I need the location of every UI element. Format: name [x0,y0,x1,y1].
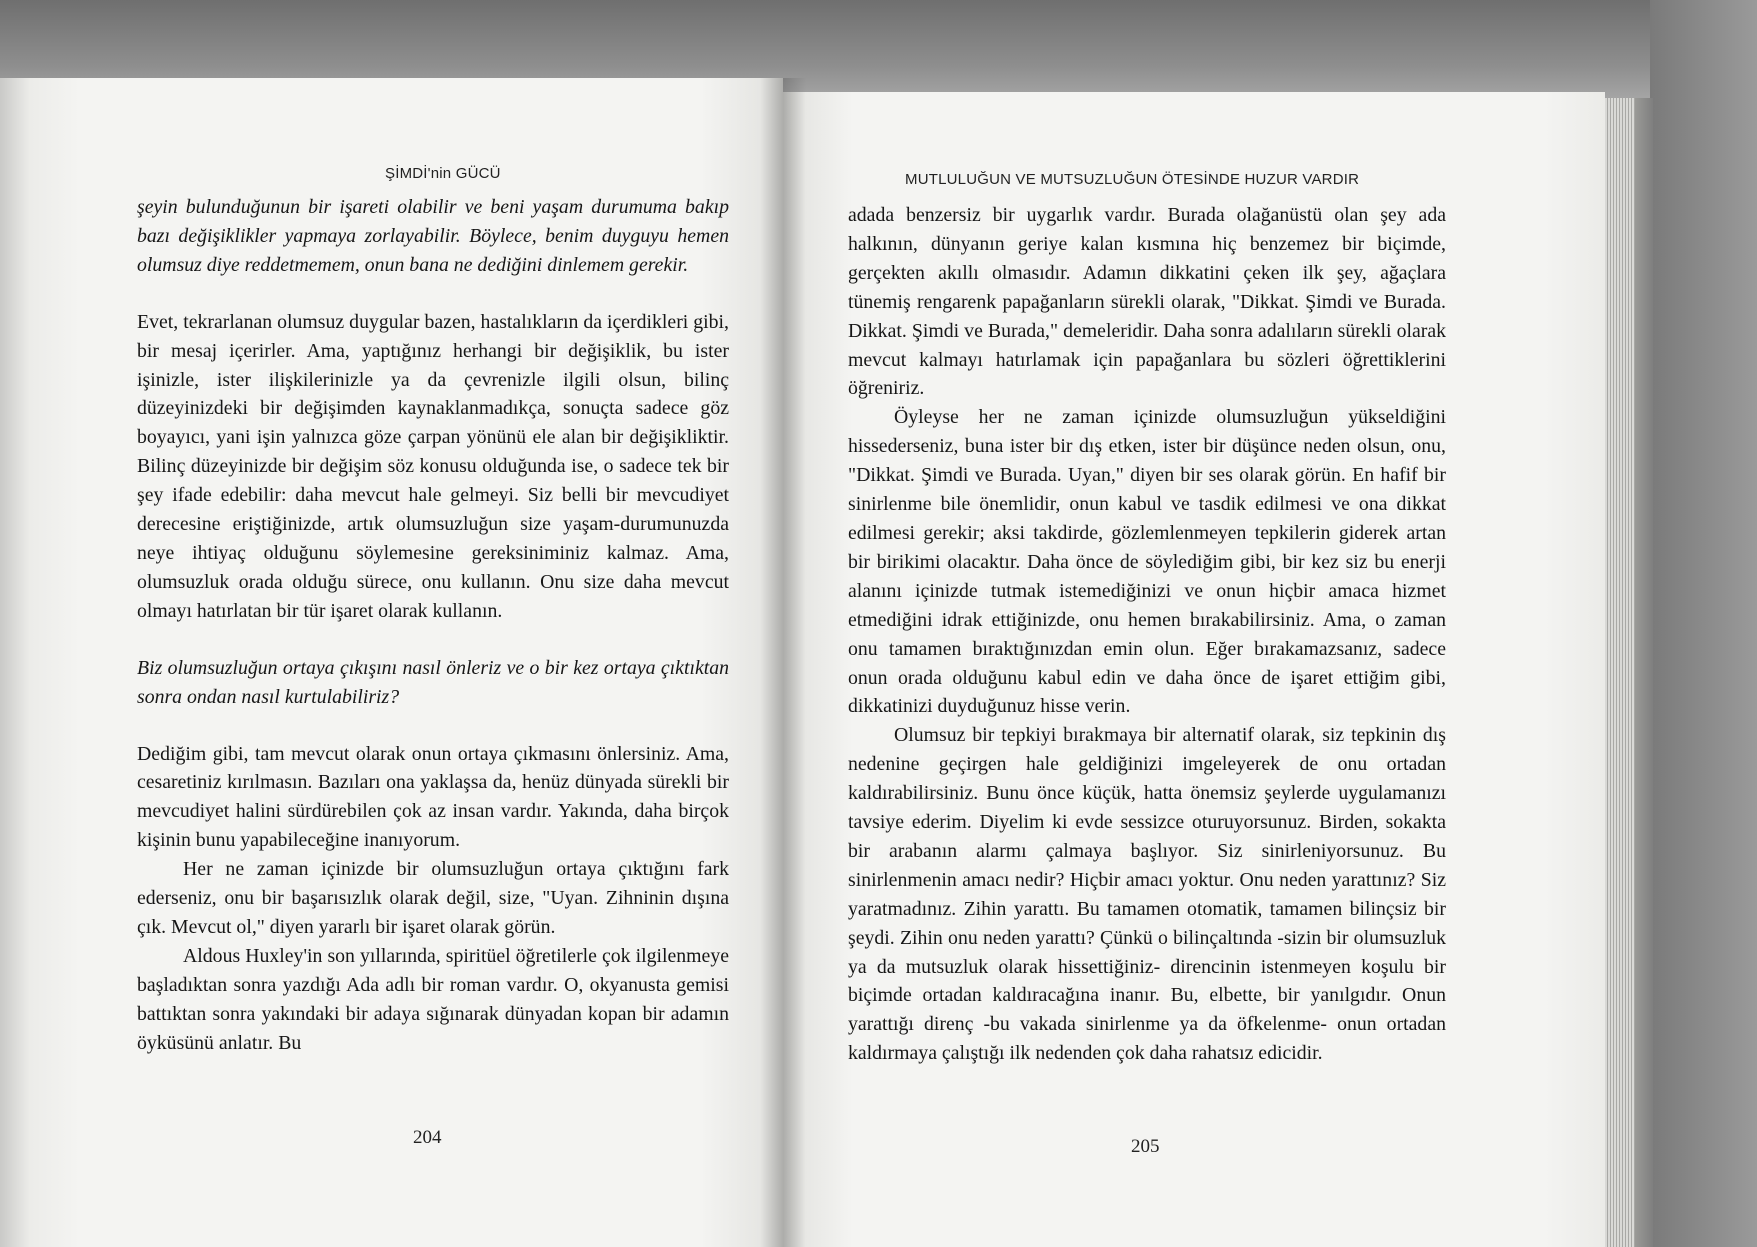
left-paragraph-2: Evet, tekrarlanan olumsuz duygular bazen, hastalıkların da içerdikleri gibi, bir mesaj içerirler. Ama, yaptığınız herhangi bir değişiklik, bu ister işinizle, ister ilişkilerinizle ya da çevrenizle ilgili olsun, bilinç düzeyinizdeki bir değişimden kaynaklanmadıkça, sonuçta sadece göz boyayıcı, yani işin yalnızca göze çarpan yönünü ele alan bir değişikliktir. Bilinç düzeyinizde bir değişim söz konusu olduğunda ise, o sadece tek bir şey ifade edebilir: daha mevcut hale gelmeyi. Siz belli bir mevcudiyet derecesine eriştiğinizde, artık olumsuzluğun size yaşam-durumunuzda neye ihtiyaç olduğunu söylemesine gereksiniminiz kalmaz. Ama, olumsuzluk orada olduğu sürece, onu kullanın. Onu size daha mevcut olmayı hatırlatan bir tür işaret olarak kullanın. [137,310,729,622]
book-gutter [760,78,806,1247]
left-page-text [137,193,729,1057]
page-edges-shadow [1635,98,1653,1247]
left-paragraph-5: Her ne zaman içinizde bir olumsuzluğun ortaya çıktığını fark ederseniz, onu bir başarısızlık olarak değil, size, "Uyan. Zihninin dışına çık. Mevcut ol," diyen yararlı bir işaret olarak görün. [137,858,729,938]
left-page-number: 204 [413,1127,442,1148]
right-paragraph-2: Öyleyse her ne zaman içinizde olumsuzluğun yükseldiğini hissederseniz, buna ister bir dış etken, ister bir düşünce neden olsun, onu, "Dikkat. Şimdi ve Burada. Uyan," diyen bir ses olarak görün. En hafif bir sinirlenme bile önemlidir, onun kabul ve tasdik edilmesi ve ona dikkat edilmesi gerekir; aksi takdirde, gözlemlenmeyen tepkilerin giderek artan bir birikimi olacaktır. Daha önce de söylediğim gibi, bir kez siz bu enerji alanını içinizde tutmak istemediğinizi ve onun hiçbir amaca hizmet etmediğini idrak ettiğinizde, onu hemen bırakabilirsiniz. Ama, o zaman onu tamamen bıraktığınızdan emin olun. Eğer bırakamazsanız, sadece onun orada olduğunu kabul edin ve daha önce de işaret ettiğim gibi, dikkatinizi duyduğunuz hisse verin. [848,406,1446,718]
right-running-head: MUTLULUĞUN VE MUTSUZLUĞUN ÖTESİNDE HUZUR VARDIR [905,171,1360,188]
right-page-text [848,201,1446,1068]
left-paragraph-6: Aldous Huxley'in son yıllarında, spiritüel öğretilerle çok ilgilenmeye başladıktan sonra yazdığı Ada adlı bir roman vardır. O, okyanusta gemisi battıktan sonra yakındaki bir adaya sığınarak dünyadan kopan bir adamın öyküsünü anlatır. Bu [137,944,729,1054]
right-paragraph-1: adada benzersiz bir uygarlık vardır. Burada olağanüstü olan şey ada halkının, dünyanın geriye kalan kısmına hiç benzemez bir biçimde, gerçekten akıllı olmasıdır. Adamın dikkatini çeken ilk şey, ağaçlara tünemiş rengarenk papağanların sürekli olarak, "Dikkat. Şimdi ve Burada. Dikkat. Şimdi ve Burada," demeleridir. Daha sonra adalıların sürekli olarak mevcut kalmayı hatırlamak için papağanlara bu sözleri öğrettiklerini öğreniriz. [848,204,1446,400]
left-paragraph-4: Dediğim gibi, tam mevcut olarak onun ortaya çıkmasını önlersiniz. Ama, cesaretiniz kırılmasın. Bazıları ona yaklaşsa da, henüz dünyada sürekli bir mevcudiyet halini sürdürebilen çok az insan vardır. Yakında, daha birçok kişinin bunu yapabileceğine inanıyorum. [137,742,729,852]
scanner-background-right [1650,0,1757,1247]
right-page-number: 205 [1131,1136,1160,1157]
page-edges [1605,98,1635,1247]
right-paragraph-3: Olumsuz bir tepkiyi bırakmaya bir alternatif olarak, siz tepkinin dış nedenine geçirgen hale geldiğinizi imgeleyerek de onu ortadan kaldırabilirsiniz. Bunu önce küçük, hatta önemsiz şeylerde uygulamanızı tavsiye ederim. Diyelim ki evde sessizce oturuyorsunuz. Birden, sokakta bir arabanın alarmı çalmaya başlıyor. Siz sinirleniyorsunuz. Bu sinirlenmenin amacı nedir? Hiçbir amacı yoktur. Onu neden yarattınız? Siz yaratmadınız. Zihin yarattı. Bu tamamen otomatik, tamamen bilinçsiz bir şeydi. Zihin onu neden yarattı? Çünkü o bilinçaltında -sizin bir olumsuzluk ya da mutsuzluk olarak hissettiğiniz- direncinin istenmeyen koşulu bir biçimde ortadan kaldıracağına inanır. Bu, elbette, bir yanılgıdır. Onun yarattığı direnç -bu vakada sinirlenme ya da öfkelenme- onun ortadan kaldırmaya çalıştığı ilk nedenden çok daha rahatsız edicidir. [848,724,1446,1065]
left-question: Biz olumsuzluğun ortaya çıkışını nasıl önleriz ve o bir kez ortaya çıktıktan sonra ondan nasıl kurtulabiliriz? [137,656,729,708]
left-running-head: ŞİMDİ'nin GÜCÜ [385,165,501,182]
left-paragraph-1: şeyin bulunduğunun bir işareti olabilir ve beni yaşam durumuma bakıp bazı değişiklikler yapmaya zorlayabilir. Böylece, benim duyguyu hemen olumsuz diye reddetmemem, onun bana ne dediğini dinlemem gerekir. [137,196,729,276]
